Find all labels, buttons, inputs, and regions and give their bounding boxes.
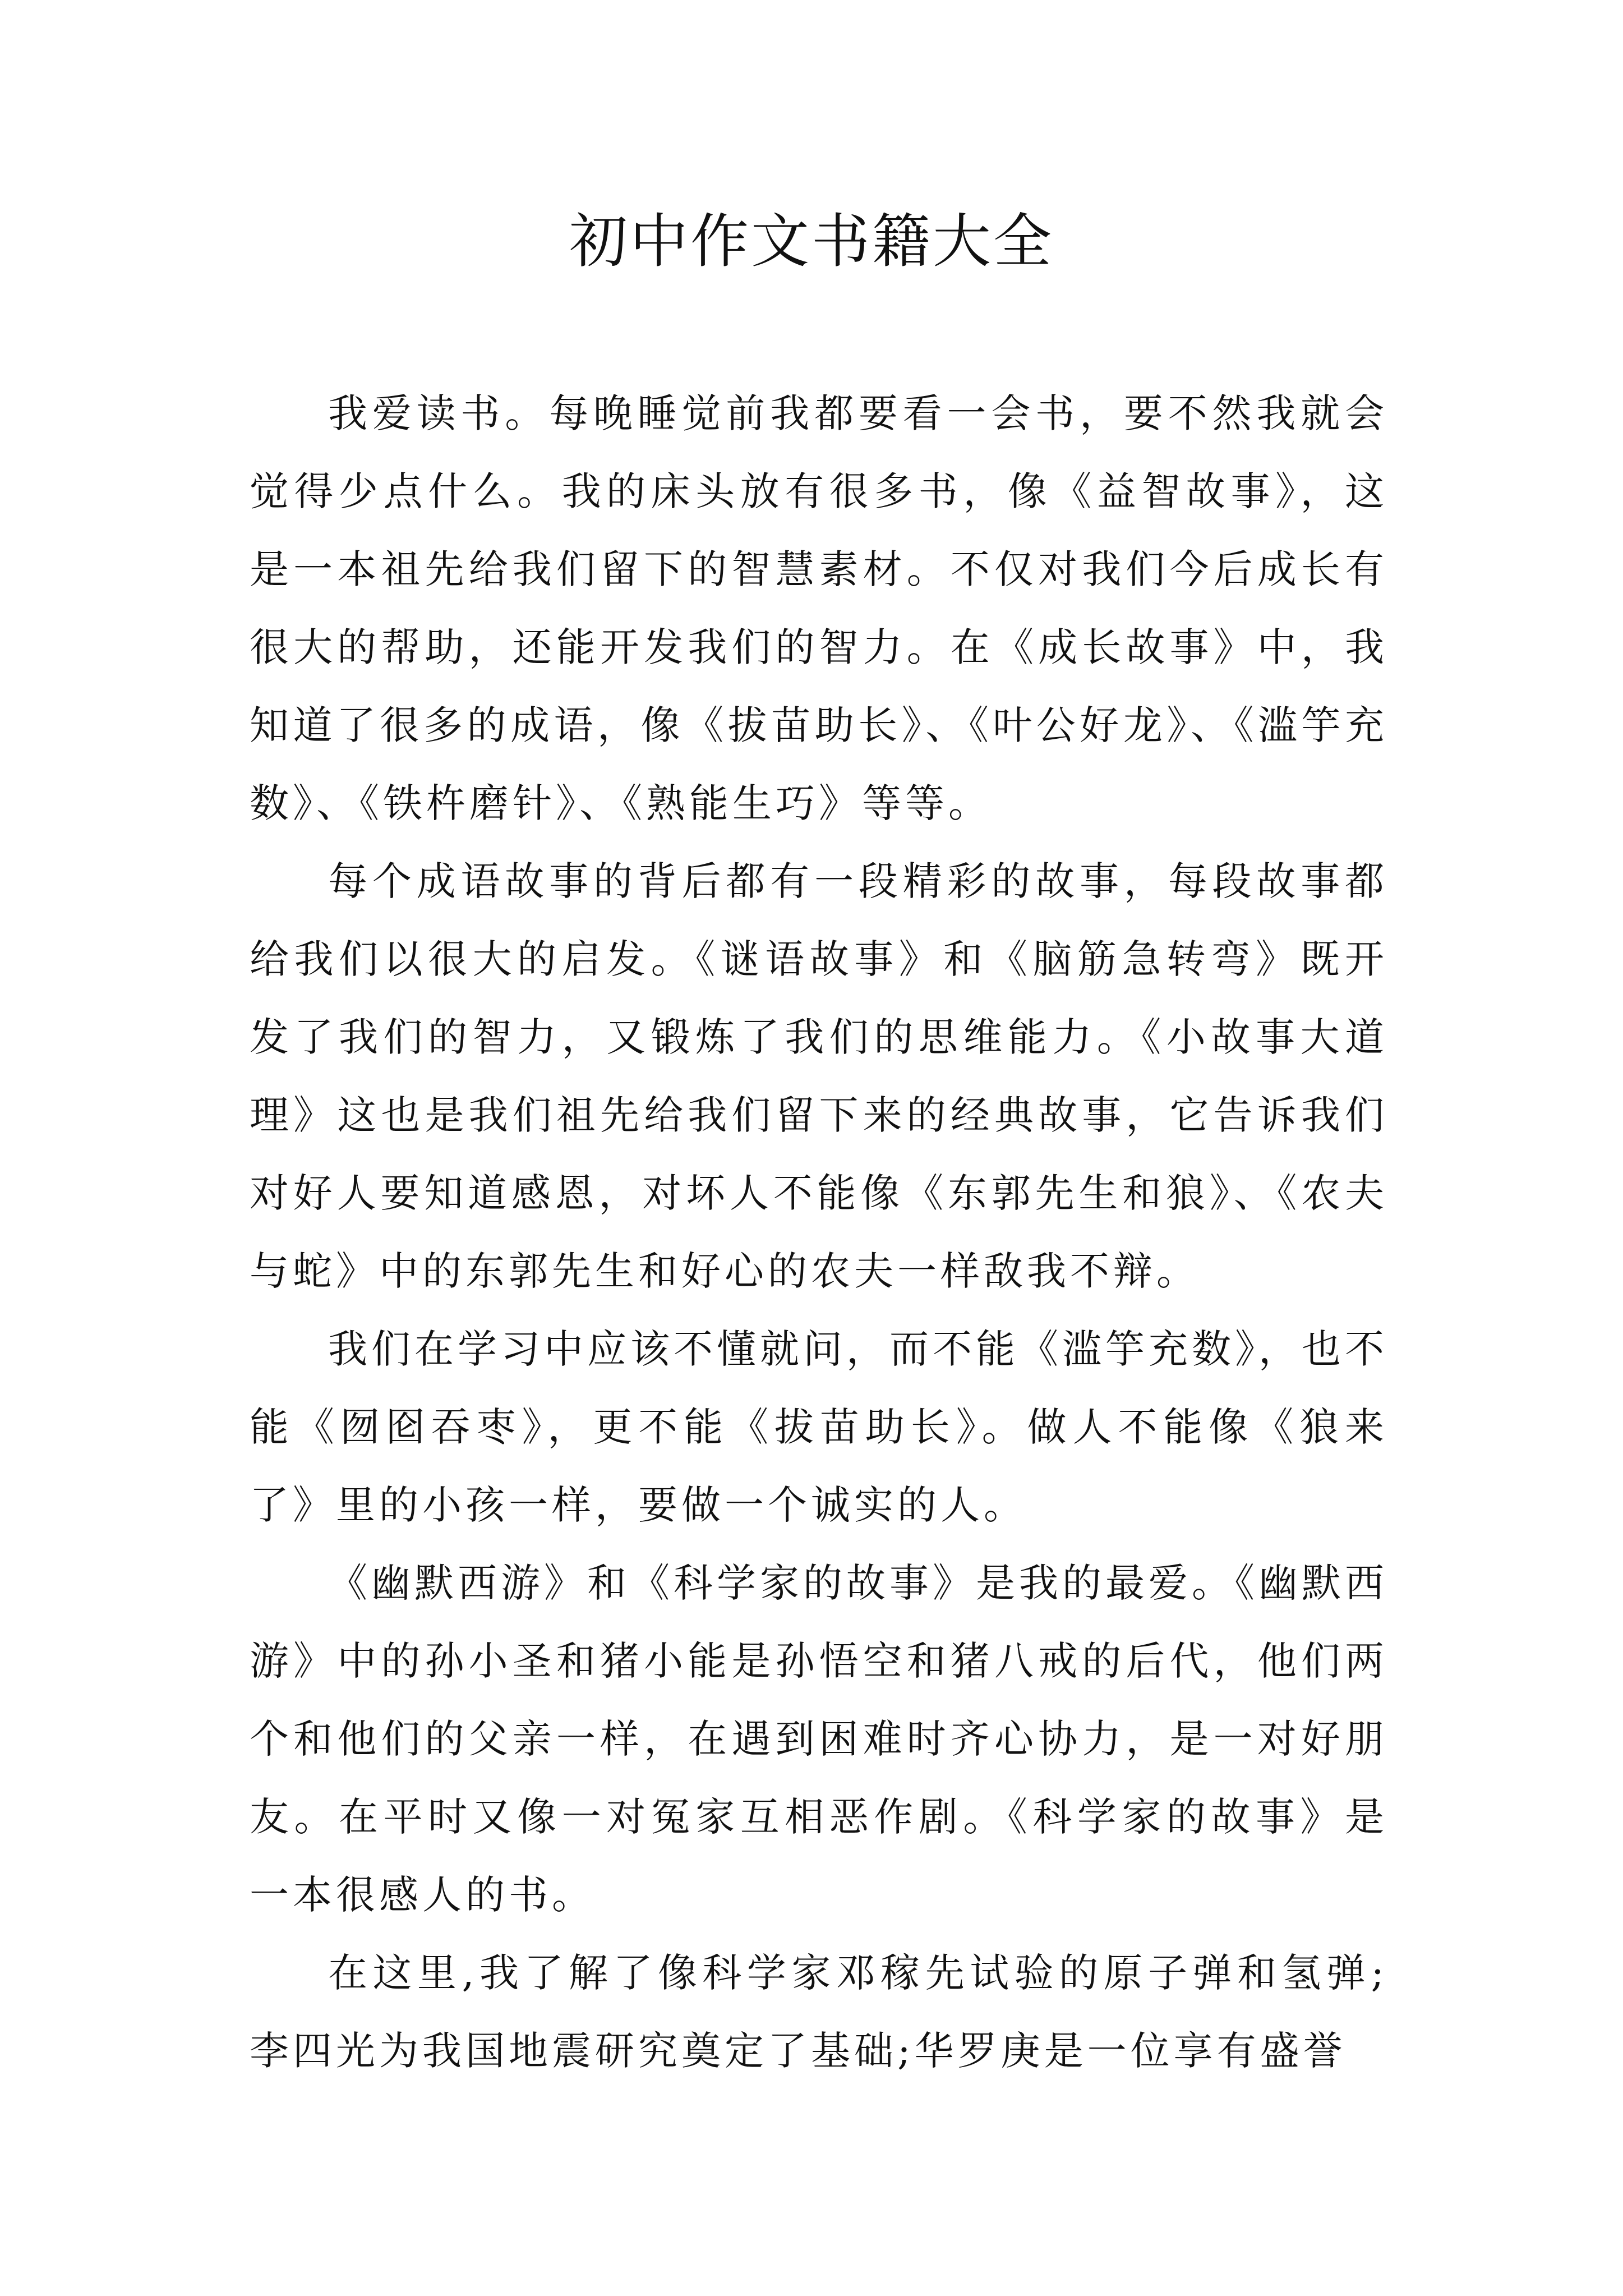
paragraph-1: 我爱读书。每晚睡觉前我都要看一会书，要不然我就会觉得少点什么。我的床头放有很多书，像《益智故事》，这是一本祖先给我们留下的智慧素材。不仅对我们今后成长有很大的帮助，还能开发我们的智力。在《成长故事》中，我知道了很多的成语，像《拔苗助长》、《叶公好龙》、《滥竽充数》、《铁杵磨针》、《熟能生巧》等等。 — [250, 390, 1388, 826]
paragraph-2: 每个成语故事的背后都有一段精彩的故事，每段故事都给我们以很大的启发。《谜语故事》和《脑筋急转弯》既开发了我们的智力，又锻炼了我们的思维能力。《小故事大道理》这也是我们祖先给我们留下来的经典故事，它告诉我们对好人要知道感恩，对坏人不能像《东郭先生和狼》、《农夫与蛇》中的东郭先生和好心的农夫一样敌我不辩。 — [250, 858, 1388, 1294]
document-body — [250, 375, 1388, 2090]
paragraph-5: 在这里,我了解了像科学家邓稼先试验的原子弹和氢弹;李四光为我国地震研究奠定了基础;华罗庚是一位享有盛誉 — [250, 1950, 1388, 2074]
paragraph-3: 我们在学习中应该不懂就问，而不能《滥竽充数》，也不能《囫囵吞枣》，更不能《拔苗助长》。做人不能像《狼来了》里的小孩一样，要做一个诚实的人。 — [250, 1326, 1388, 1528]
paragraph-4: 《幽默西游》和《科学家的故事》是我的最爱。《幽默西游》中的孙小圣和猪小能是孙悟空和猪八戒的后代，他们两个和他们的父亲一样，在遇到困难时齐心协力，是一对好朋友。在平时又像一对冤家互相恶作剧。《科学家的故事》是一本很感人的书。 — [250, 1560, 1388, 1918]
page-title: 初中作文书籍大全 — [569, 207, 1054, 275]
